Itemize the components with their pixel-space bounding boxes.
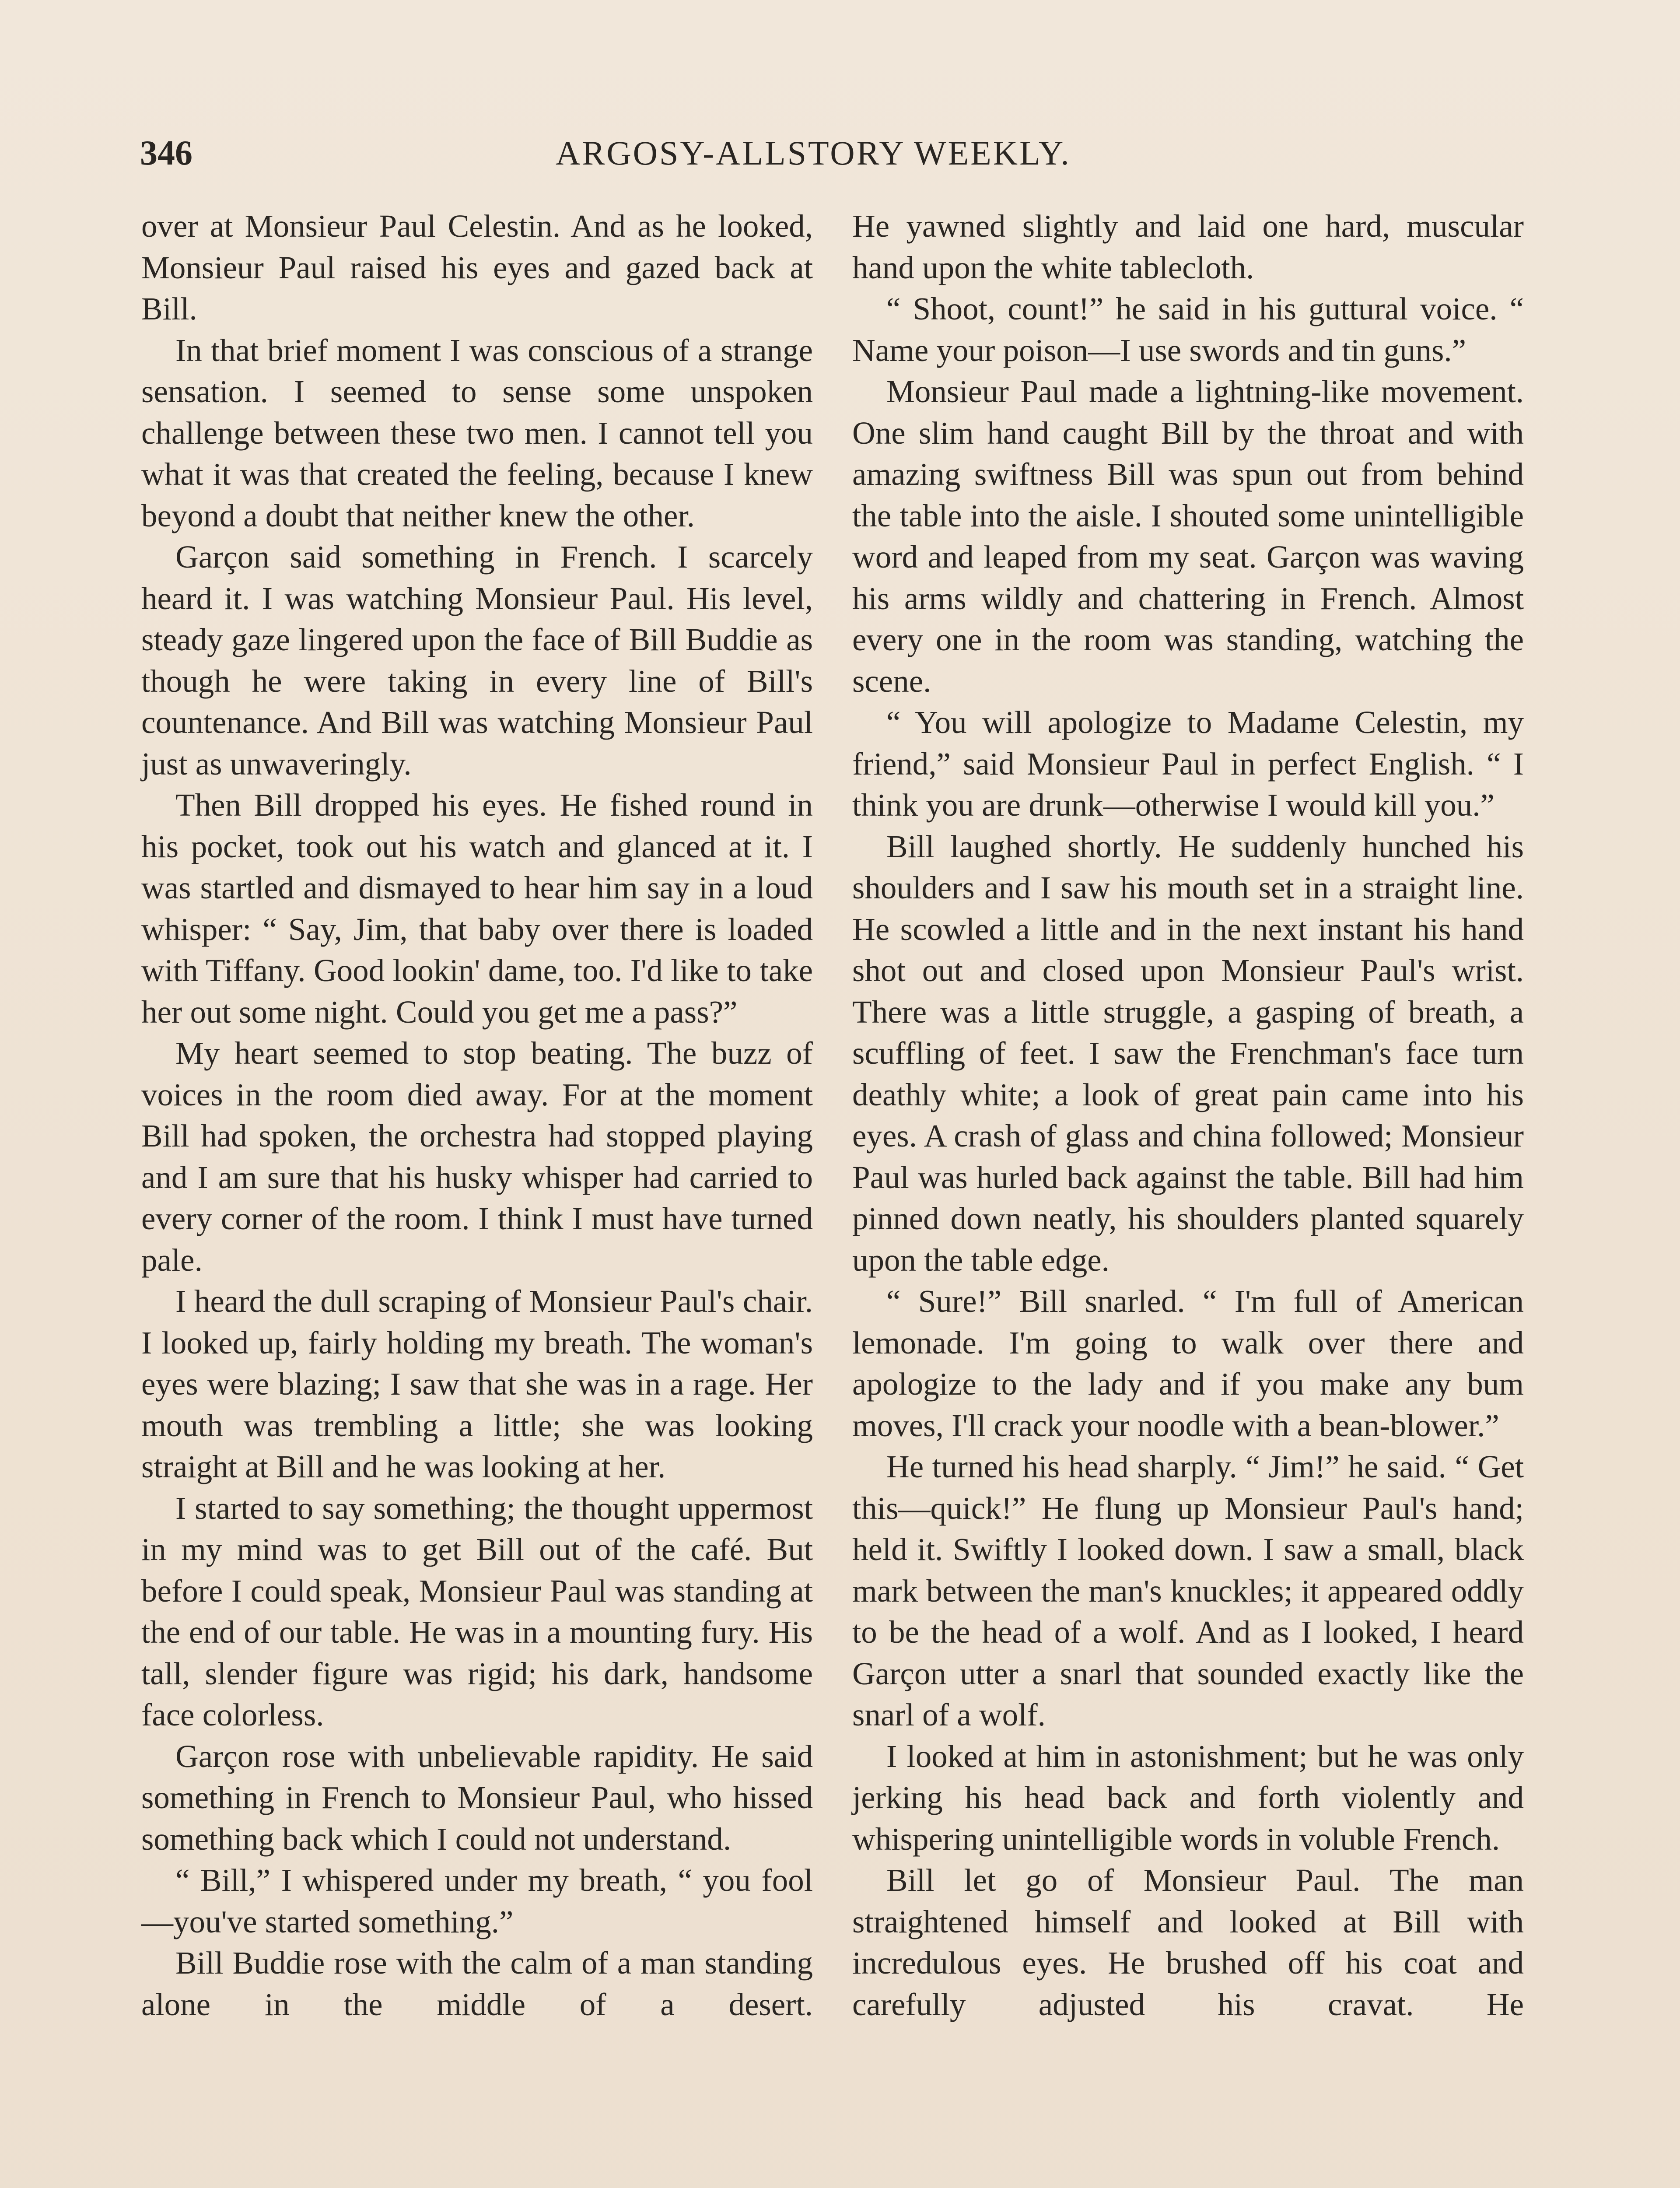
paragraph: “ Shoot, count!” he said in his guttural voice. “ Name your poison—I use swords and tin guns.” <box>852 291 1524 368</box>
paragraph: “ You will apologize to Madame Celestin, my friend,” said Monsieur Paul in perfect English. “ I think you are drunk—otherwise I would kill you.” <box>852 705 1524 823</box>
page-number: 346 <box>140 134 192 172</box>
paragraph: “ Sure!” Bill snarled. “ I'm full of American lemonade. I'm going to walk over there and apologize to the lady and if you make any bum moves, I'll crack your noodle with a bean-blower.” <box>852 1283 1524 1443</box>
paragraph: over at Monsieur Paul Celestin. And as he looked, Monsieur Paul raised his eyes and gazed back at Bill. <box>141 208 813 326</box>
running-head: ARGOSY-ALLSTORY WEEKLY. <box>556 134 1071 172</box>
paragraph: Then Bill dropped his eyes. He fished round in his pocket, took out his watch and glanced at it. I was startled and dismayed to hear him say in a loud whisper: “ Say, Jim, that baby over there is loaded with Tiffany. Good lookin' dame, too. I'd like to take her out some night. Could you get me a pass?” <box>141 787 813 1030</box>
paragraph: I heard the dull scraping of Monsieur Paul's chair. I looked up, fairly holding my breath. The woman's eyes were blazing; I saw that she was in a rage. Her mouth was trembling a little; she was looking straight at Bill and he was looking at her. <box>141 1283 813 1484</box>
paragraph: Bill let go of Monsieur Paul. The man straightened himself and looked at Bill with incredulous eyes. He brushed off his coat and carefully adjusted his cravat. He <box>852 1862 1524 2022</box>
paragraph: Monsieur Paul made a lightning-like movement. One slim hand caught Bill by the throat and with amazing swiftness Bill was spun out from behind the table into the aisle. I shouted some unintelligible word and leaped from my seat. Garçon was waving his arms wildly and chattering in French. Almost every one in the room was standing, watching the scene. <box>852 374 1524 699</box>
paragraph: I started to say something; the thought uppermost in my mind was to get Bill out of the café. But before I could speak, Monsieur Paul was standing at the end of our table. He was in a mounting fury. His tall, slender figure was rigid; his dark, handsome face colorless. <box>141 1490 813 1732</box>
paragraph: Garçon rose with unbelievable rapidity. He said something in French to Monsieur Paul, who hissed something back which I could not understand. <box>141 1738 813 1857</box>
paragraph: I looked at him in astonishment; but he was only jerking his head back and forth violently and whispering unintelligible words in voluble French. <box>852 1738 1524 1857</box>
paragraph: Bill laughed shortly. He suddenly hunched his shoulders and I saw his mouth set in a straight line. He scowled a little and in the next instant his hand shot out and closed upon Monsieur Paul's wrist. There was a little struggle, a gasping of breath, a scuffling of feet. I saw the Frenchman's face turn deathly white; a look of great pain came into his eyes. A crash of glass and china followed; Monsieur Paul was hurled back against the table. Bill had him pinned down neatly, his shoulders planted squarely upon the table edge. <box>852 828 1524 1278</box>
page-header <box>140 129 1540 177</box>
paragraph: Bill Buddie rose with the calm of a man standing alone in the middle of a desert. <box>141 1945 813 2022</box>
paragraph: He turned his head sharply. “ Jim!” he said. “ Get this—quick!” He flung up Monsieur Paul's hand; held it. Swiftly I looked down. I saw a small, black mark between the man's knuckles; it appeared oddly to be the head of a wolf. And as I looked, I heard Garçon utter a snarl that sounded exactly like the snarl of a wolf. <box>852 1449 1524 1732</box>
paragraph: “ Bill,” I whispered under my breath, “ you fool—you've started something.” <box>141 1862 813 1939</box>
right-column <box>852 206 1524 2025</box>
paragraph: He yawned slightly and laid one hard, muscular hand upon the white tablecloth. <box>852 208 1524 285</box>
paragraph: In that brief moment I was conscious of a strange sensation. I seemed to sense some unspoken challenge between these two men. I cannot tell you what it was that created the feeling, because I knew beyond a doubt that neither knew the other. <box>141 332 813 533</box>
paragraph: My heart seemed to stop beating. The buzz of voices in the room died away. For at the moment Bill had spoken, the orchestra had stopped playing and I am sure that his husky whisper had carried to every corner of the room. I think I must have turned pale. <box>141 1035 813 1278</box>
left-column <box>141 206 813 2025</box>
paragraph: Garçon said something in French. I scarcely heard it. I was watching Monsieur Paul. His level, steady gaze lingered upon the face of Bill Buddie as though he were taking in every line of Bill's countenance. And Bill was watching Monsieur Paul just as unwaveringly. <box>141 539 813 782</box>
